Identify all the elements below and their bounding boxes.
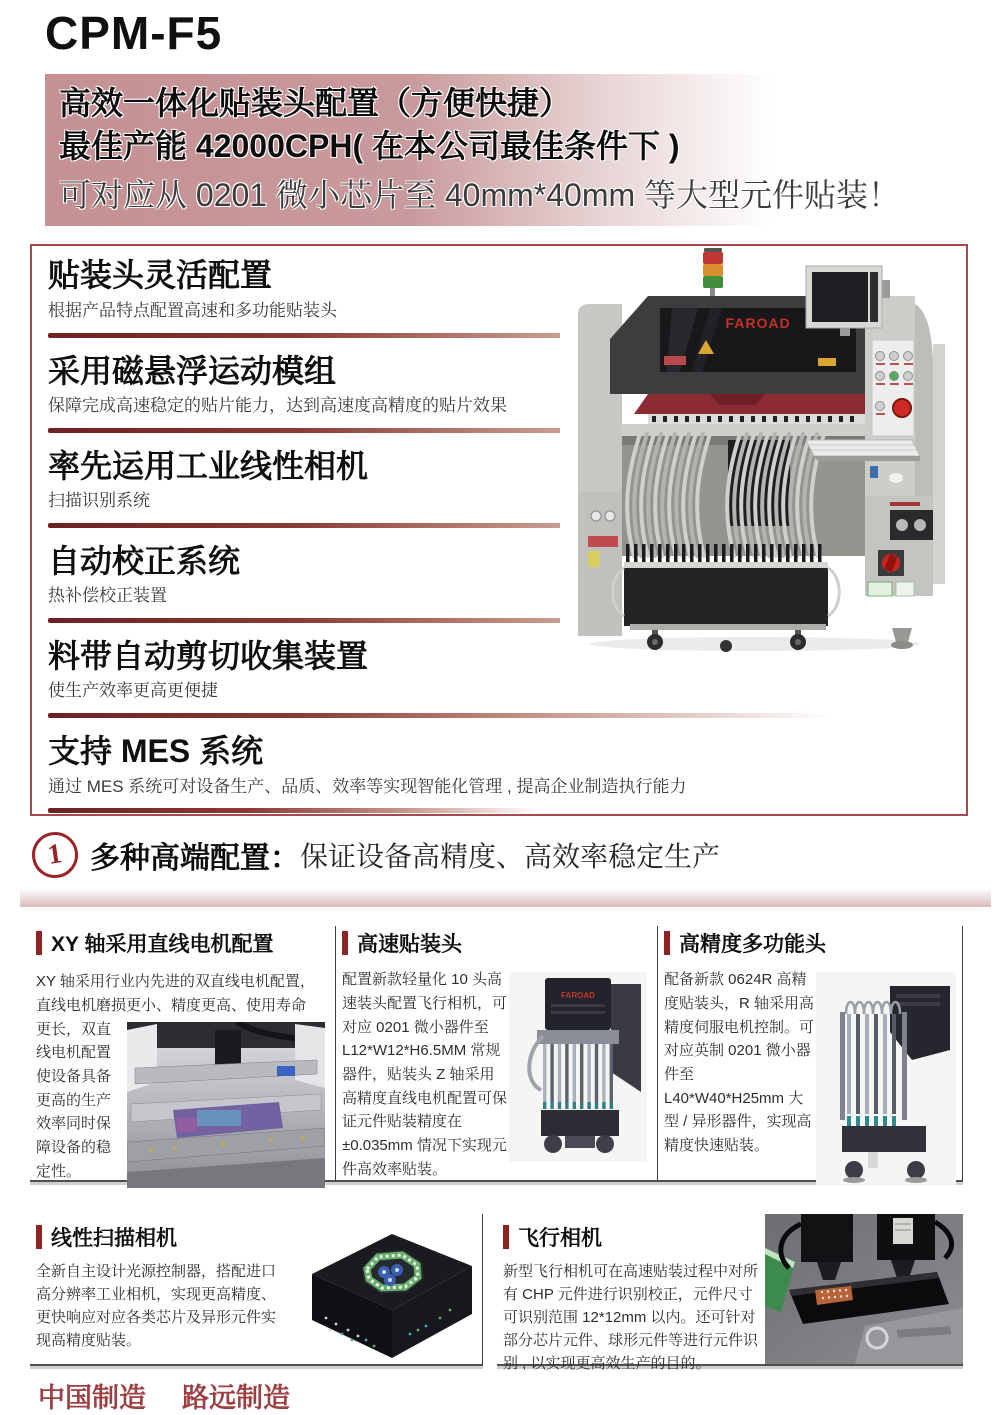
section-heading-rest: 保证设备高精度、高效率稳定生产 <box>300 841 721 873</box>
footer <box>38 1376 995 1415</box>
feature-desc: 热补偿校正装置 <box>48 586 167 606</box>
column-body-text: XY 轴采用行业内先进的双直线电机配置，直线电机磨损更小、精度更高、使用寿命 <box>36 973 315 1015</box>
box-body: 新型飞行相机可在高速贴装过程中对所有 CHP 元件进行识别校正，元件尺寸可识别范围 12*12mm 以内。还可针对部分芯片元件、球形元件等进行元件识别 , 以实现更高效生产的目的。 <box>503 1263 759 1372</box>
multi-function-head-image <box>816 968 956 1186</box>
banner-line-1: 高效一体化贴装头配置（方便快捷） <box>59 85 572 121</box>
pick-and-place-machine-image <box>560 244 993 654</box>
config-columns <box>30 926 963 1182</box>
gradient-divider <box>48 808 548 813</box>
section-ribbon <box>20 890 991 907</box>
tower-light-red <box>703 252 723 264</box>
column-body: 配备新款 0624R 高精度贴装头，R 轴采用高精度伺服电机控制。可对应英制 0201 微小器件至 L40*W40*H25mm 大型 / 异形器件，实现高精度快速贴装。 <box>664 971 815 1155</box>
red-accent-bar <box>36 931 42 955</box>
footer-brand-made: 路远制造 <box>182 1383 290 1414</box>
section-heading-bold: 多种高端配置： <box>90 842 300 876</box>
banner-line-3: 可对应从 0201 微小芯片至 40mm*40mm 等大型元件贴装！ <box>59 176 901 213</box>
feature-title: 采用磁悬浮运动模组 <box>48 352 337 389</box>
box-linear-scan-camera <box>30 1214 483 1366</box>
red-accent-bar <box>36 1225 42 1249</box>
feature-title: 率先运用工业线性相机 <box>48 447 369 484</box>
headline-banner <box>45 74 957 226</box>
page-title: CPM-F5 <box>45 7 223 59</box>
box-flying-camera <box>497 1214 963 1372</box>
column-title: XY 轴采用直线电机配置 <box>51 933 274 957</box>
feature-desc: 通过 MES 系统可对设备生产、品质、效率等实现智能化管理 , 提高企业制造执行能力 <box>48 776 687 796</box>
svg-text:FAROAD: FAROAD <box>560 991 595 1001</box>
box-body: 全新自主设计光源控制器，搭配进口高分辨率工业相机，实现更高精度、更快响应对应各类芯片及异形元件实现高精度贴装。 <box>36 1263 277 1349</box>
red-accent-bar <box>503 1225 509 1249</box>
emergency-stop-button <box>893 399 911 417</box>
column-xy-linear-motor <box>30 926 336 1182</box>
feature-desc: 使生产效率更高更便捷 <box>48 681 218 701</box>
box-title: 飞行相机 <box>518 1227 602 1251</box>
light-controller-image <box>288 1222 482 1362</box>
machine-photo <box>560 244 993 654</box>
feature-title: 自动校正系统 <box>48 542 241 579</box>
features-box <box>30 244 968 816</box>
column-high-speed-head <box>336 926 658 1182</box>
section-1-heading <box>32 832 995 878</box>
column-body-text: 更长，双直线电机配置使设备具备更高的生产效率同时保障设备的稳定性。 <box>36 1020 112 1180</box>
column-title: 高精度多功能头 <box>679 933 826 957</box>
feature-title: 支持 MES 系统 <box>48 733 264 770</box>
footer-made-in-china: 中国制造 <box>38 1383 146 1414</box>
gradient-divider <box>48 713 878 718</box>
feature-desc: 保障完成高速稳定的贴片能力，达到高速度高精度的贴片效果 <box>48 395 507 415</box>
tower-light-amber <box>703 264 723 276</box>
box-title: 线性扫描相机 <box>51 1227 177 1251</box>
column-title: 高速贴装头 <box>357 933 462 957</box>
feature-title: 贴装头灵活配置 <box>48 257 273 294</box>
feature-desc: 扫描识别系统 <box>48 491 150 511</box>
feature-title: 料带自动剪切收集装置 <box>48 638 369 675</box>
column-body: 配置新款轻量化 10 头高速装头配置飞行相机，可对应 0201 微小器件至 L12*W12*H6.5MM 常规器件，贴装头 Z 轴采用高精度直线电机配置可保证元件贴装精度在 ±0.035mm 情况下实现元件高效率贴装。 <box>342 971 508 1178</box>
banner-line-2: 最佳产能 42000CPH( 在本公司最佳条件下 ) <box>59 127 680 164</box>
tower-light-green <box>703 276 723 288</box>
feature-item <box>48 732 968 813</box>
high-speed-head-image <box>508 968 647 1181</box>
red-accent-bar <box>664 931 670 955</box>
feature-desc: 根据产品特点配置高速和多功能贴装头 <box>48 300 337 320</box>
red-accent-bar <box>342 931 348 955</box>
column-body <box>36 970 325 1183</box>
machine-brand-text: FAROAD <box>725 315 791 332</box>
camera-boxes <box>30 1214 995 1372</box>
flying-camera-image <box>765 1214 963 1375</box>
column-multi-function-head <box>658 926 963 1182</box>
circled-number-1: 1 <box>29 829 81 881</box>
machine-interior-image <box>127 1022 325 1196</box>
